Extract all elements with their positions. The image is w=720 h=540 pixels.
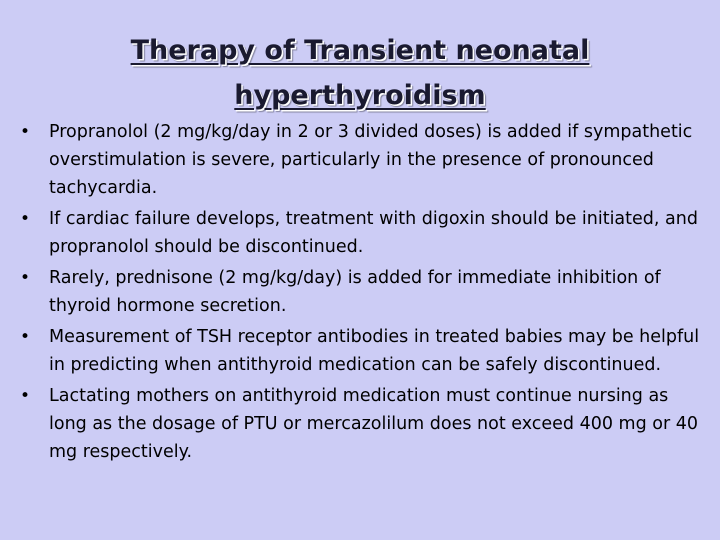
bullet-text: Measurement of TSH receptor antibodies in treated babies may be helpful in predicting when antithyroid medication can be safely discontinued. [49,327,700,375]
bullet-point-icon: • [20,386,31,406]
slide-title-line-2: hyperthyroidism [234,80,486,111]
bullet-item-prednisone [20,264,700,320]
bullet-text: Propranolol (2 mg/kg/day in 2 or 3 divided doses) is added if sympathetic overstimulation is severe, particularly in the presence of pronounced tachycardia. [49,122,693,198]
bullet-item-tsh-antibodies [20,323,700,379]
bullet-point-icon: • [20,122,31,142]
bullet-point-icon: • [20,209,31,229]
slide-title [60,28,660,118]
bullet-item-propranolol [20,118,700,202]
bullet-item-cardiac-failure [20,205,700,261]
bullet-text: If cardiac failure develops, treatment with digoxin should be initiated, and propranolol should be discontinued. [49,209,698,257]
bullet-text: Rarely, prednisone (2 mg/kg/day) is added for immediate inhibition of thyroid hormone secretion. [49,268,661,316]
bullet-point-icon: • [20,327,31,347]
bullet-item-lactating-mothers [20,382,700,466]
bullet-list [20,118,700,469]
slide-title-line-1: Therapy of Transient neonatal [130,35,590,66]
bullet-point-icon: • [20,268,31,288]
bullet-text: Lactating mothers on antithyroid medication must continue nursing as long as the dosage of PTU or mercazolilum does not exceed 400 mg or 40 mg respectively. [49,386,699,462]
